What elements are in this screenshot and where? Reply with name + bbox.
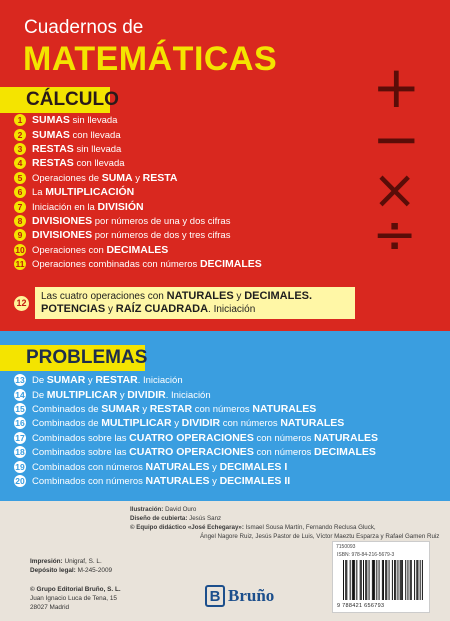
item-text: [32, 172, 177, 184]
item-text: [32, 186, 134, 198]
barcode-bars-icon: [343, 560, 423, 600]
item-bold-text: CUATRO OPERACIONES: [129, 431, 254, 444]
item-plain-text: De: [32, 375, 47, 387]
credit-label: Diseño de cubierta:: [130, 515, 188, 522]
item-plain-text: con números: [253, 432, 315, 444]
problemas-list: [14, 373, 378, 488]
item-bold-text: NATURALES: [280, 417, 345, 430]
calculo-item-5: [14, 171, 262, 185]
item-number: 19: [15, 461, 25, 472]
calculo-item-7: [14, 199, 262, 213]
calculo-item-10: [14, 243, 262, 257]
publisher-info: [30, 585, 121, 612]
highlight-box: [35, 287, 355, 319]
item-bold-text: DECIMALES: [199, 258, 262, 271]
item-bold-text: DIVISIÓN: [97, 200, 144, 213]
item-number: 9: [14, 229, 26, 241]
item-bold-text: DIVIDIR: [181, 417, 221, 430]
product-code: 7150093: [336, 544, 356, 550]
print-label: Impresión:: [30, 558, 63, 565]
item-bold-text: NATURALES: [314, 431, 379, 444]
item-bold-text: DIVISIONES: [32, 214, 93, 227]
item-bold-text: MULTIPLICAR: [46, 388, 118, 401]
print-label: Depósito legal:: [30, 567, 76, 574]
item-bold-text: DIVIDIR: [127, 388, 166, 401]
credits-block: [130, 505, 439, 541]
item-plain-text: y: [209, 475, 220, 487]
item-plain-text: Operaciones de: [32, 172, 102, 184]
item-bold-text: SUMAR: [101, 402, 140, 415]
item-text: [32, 374, 183, 386]
publisher-logo: [205, 585, 274, 607]
highlight-bold: NATURALES: [166, 290, 234, 302]
item-plain-text: por números de una y dos cifras: [92, 215, 231, 227]
item-text: [32, 432, 378, 444]
publisher-logo-text: Bruño: [228, 586, 275, 605]
highlight-bold: DECIMALES.: [244, 290, 313, 302]
plus-icon: +: [372, 53, 421, 121]
item-bold-text: CUATRO OPERACIONES: [129, 446, 254, 459]
item-bold-text: DECIMALES II: [219, 474, 291, 487]
item-text: [32, 129, 121, 141]
highlight-text: . Iniciación: [208, 304, 256, 315]
item-plain-text: con números: [220, 418, 281, 430]
item-number: 12: [14, 296, 29, 311]
calculo-item-2: [14, 127, 262, 141]
problemas-item-19: [14, 459, 378, 473]
item-number: 5: [14, 172, 26, 184]
item-bold-text: RESTA: [142, 171, 178, 184]
item-text: [32, 157, 125, 169]
highlight-text: Las cuatro operaciones con: [41, 291, 167, 302]
item-plain-text: Combinados sobre las: [32, 447, 130, 459]
item-plain-text: y: [209, 461, 220, 473]
calculo-item-1: [14, 113, 262, 127]
credit-label: Ilustración:: [130, 506, 164, 513]
item-plain-text: De: [32, 389, 47, 401]
print-info: [30, 557, 112, 575]
item-number: 17: [15, 432, 25, 443]
item-text: [32, 229, 230, 241]
math-operators-decoration: [358, 53, 442, 266]
publisher-address: Juan Ignacio Luca de Tena, 15: [30, 595, 117, 602]
item-bold-text: DECIMALES: [314, 446, 376, 459]
item-bold-text: DIVISIONES: [32, 229, 93, 242]
item-plain-text: y: [132, 172, 143, 184]
calculo-list: [14, 113, 262, 271]
barcode-number: 9 788421 656793: [337, 603, 385, 609]
calculo-highlight-item: [14, 282, 364, 324]
item-number: 15: [15, 403, 25, 414]
publisher-city: 28027 Madrid: [30, 604, 70, 611]
minus-icon: −: [372, 105, 421, 173]
item-text: [32, 446, 376, 458]
calculo-item-4: [14, 156, 262, 170]
problemas-item-13: [14, 373, 378, 387]
problemas-section-label: PROBLEMAS: [0, 345, 145, 371]
item-plain-text: Operaciones con: [32, 244, 107, 256]
item-text: [32, 215, 230, 227]
item-text: [32, 114, 117, 126]
calculo-item-9: [14, 228, 262, 242]
item-number: 7: [14, 201, 26, 213]
item-plain-text: con números: [253, 447, 315, 459]
credit-label: © Equipo didáctico «José Echegaray»:: [130, 524, 244, 531]
item-bold-text: SUMAS: [32, 114, 70, 127]
item-number: 6: [14, 186, 26, 198]
item-number: 13: [15, 375, 25, 386]
item-number: 20: [15, 475, 25, 486]
item-bold-text: SUMA: [101, 171, 133, 184]
item-number: 16: [15, 418, 25, 429]
bruno-logo-icon: B: [205, 585, 225, 607]
calculo-section-label: CÁLCULO: [0, 87, 110, 113]
item-number: 11: [15, 259, 25, 270]
item-plain-text: . Iniciación: [165, 389, 211, 401]
credit-value: Ismael Sousa Martín, Fernando Reclusa Gluck,: [243, 524, 376, 531]
item-plain-text: con llevada: [69, 129, 121, 141]
item-text: [32, 461, 287, 473]
item-plain-text: Combinados con números: [32, 475, 146, 487]
divide-icon: ÷: [372, 203, 418, 266]
calculo-item-11: [14, 257, 262, 271]
item-text: [32, 403, 316, 415]
isbn-label: ISBN: 978-84-216-5679-3: [337, 552, 395, 558]
item-text: [32, 143, 121, 155]
item-bold-text: DECIMALES: [106, 243, 169, 256]
item-bold-text: DECIMALES I: [219, 460, 288, 473]
problemas-item-14: [14, 387, 378, 401]
item-plain-text: sin llevada: [73, 143, 122, 155]
item-plain-text: con números: [192, 403, 253, 415]
item-bold-text: RESTAR: [149, 402, 193, 415]
problemas-item-18: [14, 445, 378, 459]
item-plain-text: Combinados sobre las: [32, 432, 130, 444]
item-bold-text: RESTAS: [32, 142, 74, 155]
item-plain-text: Combinados con números: [32, 461, 146, 473]
publisher-name: © Grupo Editorial Bruño, S. L.: [30, 586, 121, 593]
item-plain-text: La: [32, 187, 46, 199]
item-number: 18: [15, 447, 25, 458]
item-bold-text: NATURALES: [145, 460, 210, 473]
item-plain-text: Combinados de: [32, 418, 102, 430]
item-number: 8: [14, 215, 26, 227]
item-plain-text: y: [171, 418, 182, 430]
item-number: 1: [14, 114, 26, 126]
item-text: [32, 201, 144, 213]
item-bold-text: RESTAR: [95, 374, 138, 387]
highlight-bold: POTENCIAS: [41, 303, 106, 315]
item-text: [32, 417, 344, 429]
highlight-text: y: [233, 291, 245, 302]
item-plain-text: Combinados de: [32, 403, 102, 415]
item-number: 3: [14, 143, 26, 155]
times-icon: ×: [372, 158, 418, 221]
calculo-item-6: [14, 185, 262, 199]
item-plain-text: y: [139, 403, 150, 415]
series-subtitle: Cuadernos de: [24, 17, 144, 38]
item-bold-text: RESTAS: [32, 157, 74, 170]
item-bold-text: MULTIPLICAR: [101, 417, 172, 430]
problemas-item-16: [14, 416, 378, 430]
highlight-text: y: [105, 304, 116, 315]
item-plain-text: por números de dos y tres cifras: [92, 230, 231, 242]
item-plain-text: sin llevada: [69, 115, 118, 127]
item-plain-text: Iniciación en la: [32, 201, 98, 213]
item-number: 4: [14, 157, 26, 169]
highlight-bold: RAÍZ CUADRADA: [115, 303, 209, 315]
problemas-item-15: [14, 402, 378, 416]
item-plain-text: . Iniciación: [137, 375, 183, 387]
calculo-item-8: [14, 214, 262, 228]
item-text: [32, 475, 290, 487]
item-text: [32, 389, 211, 401]
item-plain-text: y: [117, 389, 128, 401]
series-title: MATEMÁTICAS: [23, 40, 278, 78]
item-number: 2: [14, 129, 26, 141]
item-bold-text: NATURALES: [145, 474, 210, 487]
item-bold-text: SUMAS: [32, 128, 70, 141]
problemas-item-17: [14, 431, 378, 445]
item-number: 14: [15, 389, 25, 400]
barcode: [332, 541, 430, 613]
problemas-item-20: [14, 474, 378, 488]
credit-value: Jesús Sanz: [187, 515, 222, 522]
print-value: Unigraf, S. L.: [62, 558, 102, 565]
credit-value: David Ouro: [163, 506, 197, 513]
item-plain-text: con llevada: [73, 158, 125, 170]
item-plain-text: y: [85, 375, 96, 387]
item-plain-text: Operaciones combinadas con números: [32, 259, 200, 271]
item-text: [32, 244, 168, 256]
item-bold-text: MULTIPLICACIÓN: [45, 186, 135, 199]
item-text: [32, 258, 262, 270]
calculo-item-3: [14, 142, 262, 156]
credit-value: Ángel Nagore Ruiz, Jesús Pastor de Luis, Víctor Maeztu Esparza y Rafael Gamen Ruiz: [200, 533, 440, 540]
item-bold-text: NATURALES: [252, 402, 317, 415]
item-bold-text: SUMAR: [46, 374, 86, 387]
print-value: M-245-2009: [75, 567, 113, 574]
item-number: 10: [15, 244, 25, 255]
